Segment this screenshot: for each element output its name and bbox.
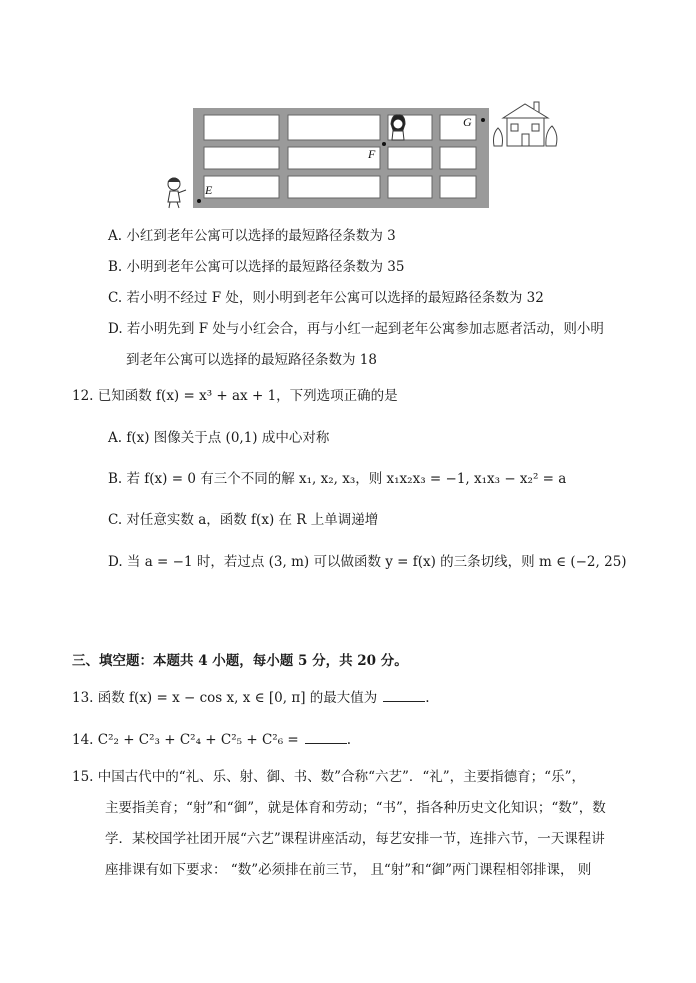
answer-blank	[305, 731, 347, 744]
point-f	[382, 142, 386, 146]
block	[204, 147, 279, 169]
q12-option-a: A. f(x) 图像关于点 (0,1) 成中心对称	[108, 430, 330, 446]
label-g: G	[463, 115, 472, 129]
q13-end: .	[425, 690, 430, 706]
q12-option-b: B. 若 f(x) = 0 有三个不同的解 x₁, x₂, x₃，则 x₁x₂x₃ = −1, x₁x₃ − x₂² = a	[108, 471, 567, 487]
q13	[72, 689, 430, 707]
block	[388, 176, 432, 198]
q15-line4: 座排课有如下要求： “数”必须排在前三节， 且“射”和“御”两门课程相邻排课， 则	[105, 862, 592, 878]
street-grid-figure	[160, 100, 560, 212]
block	[440, 147, 476, 169]
block	[288, 147, 380, 169]
answer-blank	[383, 689, 425, 702]
house-icon	[494, 102, 557, 146]
q11-option-a: A. 小红到老年公寓可以选择的最短路径条数为 3	[108, 228, 396, 244]
girl-icon	[391, 115, 405, 140]
q14	[72, 731, 351, 749]
block	[204, 176, 279, 198]
q15-line1: 15. 中国古代中的“礼、乐、射、御、书、数”合称“六艺”．“礼”，主要指德育；“乐”，	[72, 769, 585, 785]
section-title: 三、填空题：本题共 4 小题，每小题 5 分，共 20 分。	[72, 653, 408, 669]
q11-option-c: C. 若小明不经过 F 处，则小明到老年公寓可以选择的最短路径条数为 32	[108, 290, 544, 306]
grid-svg	[160, 100, 560, 212]
block	[204, 115, 279, 140]
point-g	[481, 118, 485, 122]
q11-option-b: B. 小明到老年公寓可以选择的最短路径条数为 35	[108, 259, 405, 275]
block	[288, 115, 380, 140]
q13-text: 13. 函数 f(x) = x − cos x, x ∈ [0, π] 的最大值为	[72, 690, 378, 706]
q15-line3: 学．某校国学社团开展“六艺”课程讲座活动，每艺安排一节，连排六节，一天课程讲	[105, 831, 605, 847]
q11-option-d-line1: D. 若小明先到 F 处与小红会合，再与小红一起到老年公寓参加志愿者活动，则小明	[108, 321, 604, 337]
block	[388, 147, 432, 169]
q12-option-c: C. 对任意实数 a，函数 f(x) 在 R 上单调递增	[108, 512, 379, 528]
q12-stem: 12. 已知函数 f(x) = x³ + ax + 1，下列选项正确的是	[72, 388, 398, 404]
block	[440, 176, 476, 198]
boy-icon	[168, 178, 186, 208]
q11-option-d-line2: 到老年公寓可以选择的最短路径条数为 18	[126, 352, 377, 368]
q14-text: 14. C²₂ + C²₃ + C²₄ + C²₅ + C²₆ =	[72, 732, 299, 748]
q14-end: .	[346, 732, 352, 748]
label-f: F	[368, 147, 376, 161]
block	[288, 176, 380, 198]
q12-option-d: D. 当 a = −1 时，若过点 (3, m) 可以做函数 y = f(x) 的三条切线，则 m ∈ (−2, 25)	[108, 554, 627, 570]
label-e: E	[205, 183, 213, 197]
q15-line2: 主要指美育；“射”和“御”，就是体育和劳动；“书”，指各种历史文化知识；“数”，数	[105, 800, 606, 816]
point-e	[197, 199, 201, 203]
